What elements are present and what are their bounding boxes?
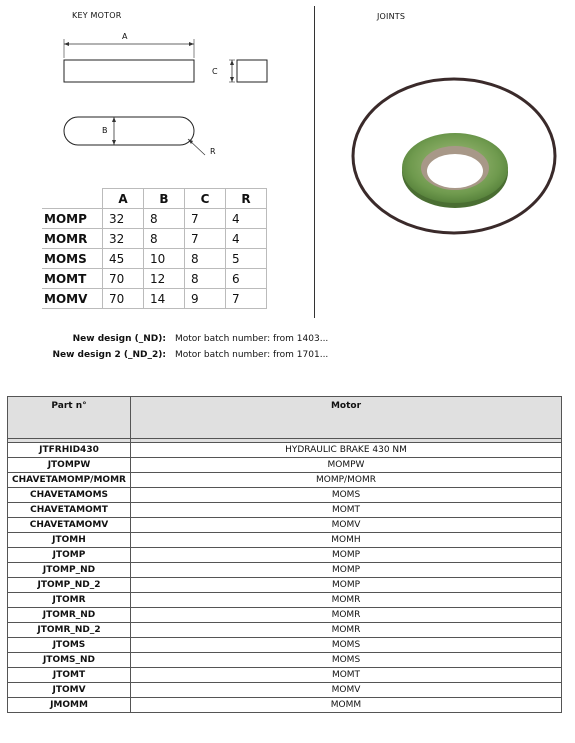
motor-cell: MOMT: [131, 503, 562, 518]
dim-c-label: C: [212, 67, 218, 76]
table-row: [8, 548, 562, 563]
part-number-cell: CHAVETAMOMP/MOMR: [8, 473, 131, 488]
row-header: MOMS: [42, 249, 103, 269]
dim-b-label: B: [102, 126, 108, 135]
motor-cell: MOMS: [131, 488, 562, 503]
section-divider: [314, 6, 315, 318]
col-header-r: R: [226, 189, 267, 209]
part-number-cell: CHAVETAMOMV: [8, 518, 131, 533]
cell: 8: [144, 209, 185, 229]
cell: 12: [144, 269, 185, 289]
design-note-text: Motor batch number: from 1701...: [175, 350, 329, 360]
part-number-cell: JTOMR_ND: [8, 608, 131, 623]
cell: 45: [103, 249, 144, 269]
dim-a-label: A: [122, 32, 128, 41]
part-number-cell: CHAVETAMOMT: [8, 503, 131, 518]
parts-table-header: [8, 397, 562, 439]
table-row: [8, 443, 562, 458]
cell: 7: [226, 289, 267, 309]
cell: 10: [144, 249, 185, 269]
cell: 8: [144, 229, 185, 249]
col-header-part-number: Part n°: [8, 397, 131, 439]
part-number-cell: JTOMS_ND: [8, 653, 131, 668]
table-row: [8, 593, 562, 608]
motor-cell: MOMR: [131, 608, 562, 623]
motor-cell: MOMS: [131, 638, 562, 653]
col-header-b: B: [144, 189, 185, 209]
table-row: [8, 458, 562, 473]
table-row: [8, 533, 562, 548]
cell: 4: [226, 209, 267, 229]
table-row: [8, 488, 562, 503]
motor-cell: MOMS: [131, 653, 562, 668]
motor-cell: MOMM: [131, 698, 562, 713]
parts-table: [7, 396, 562, 713]
table-row: [42, 209, 267, 229]
motor-cell: MOMR: [131, 593, 562, 608]
cell: 7: [185, 209, 226, 229]
row-header: MOMT: [42, 269, 103, 289]
motor-cell: MOMP: [131, 548, 562, 563]
table-row: [8, 638, 562, 653]
col-header-a: A: [103, 189, 144, 209]
table-row: [8, 698, 562, 713]
motor-cell: MOMP: [131, 563, 562, 578]
table-row: [42, 269, 267, 289]
motor-cell: HYDRAULIC BRAKE 430 NM: [131, 443, 562, 458]
table-row: [8, 668, 562, 683]
dim-r-label: R: [210, 147, 216, 156]
design-note-label: New design 2 (_ND_2):: [52, 350, 166, 360]
table-row: [8, 623, 562, 638]
part-number-cell: JTOMP: [8, 548, 131, 563]
part-number-cell: JTOMP_ND_2: [8, 578, 131, 593]
col-header-c: C: [185, 189, 226, 209]
table-row: [8, 518, 562, 533]
table-row: [42, 229, 267, 249]
key-drawing: [55, 28, 285, 168]
motor-cell: MOMT: [131, 668, 562, 683]
motor-cell: MOMR: [131, 623, 562, 638]
cell: 8: [185, 269, 226, 289]
cell: 4: [226, 229, 267, 249]
motor-cell: MOMP/MOMR: [131, 473, 562, 488]
dimension-table-header: [42, 189, 267, 209]
row-header: MOMR: [42, 229, 103, 249]
cell: 8: [185, 249, 226, 269]
table-row: [8, 578, 562, 593]
cell: 70: [103, 269, 144, 289]
cell: 70: [103, 289, 144, 309]
dimension-table: [42, 188, 267, 309]
part-number-cell: JTOMT: [8, 668, 131, 683]
part-number-cell: JTOMR: [8, 593, 131, 608]
col-header-motor: Motor: [131, 397, 562, 439]
design-note-label: New design (_ND):: [72, 334, 166, 344]
table-row: [8, 503, 562, 518]
design-note-text: Motor batch number: from 1403...: [175, 334, 329, 344]
motor-cell: MOMH: [131, 533, 562, 548]
part-number-cell: JTOMH: [8, 533, 131, 548]
motor-cell: MOMP: [131, 578, 562, 593]
cell: 32: [103, 229, 144, 249]
table-row: [42, 289, 267, 309]
part-number-cell: JTOMP_ND: [8, 563, 131, 578]
part-number-cell: JTOMR_ND_2: [8, 623, 131, 638]
part-number-cell: JTFRHID430: [8, 443, 131, 458]
table-corner: [42, 189, 103, 209]
table-row: [8, 563, 562, 578]
cell: 7: [185, 229, 226, 249]
joints-image: [348, 72, 562, 242]
motor-cell: MOMPW: [131, 458, 562, 473]
key-motor-title: KEY MOTOR: [72, 11, 122, 20]
cell: 5: [226, 249, 267, 269]
cell: 32: [103, 209, 144, 229]
table-row: [8, 473, 562, 488]
row-header: MOMV: [42, 289, 103, 309]
cell: 14: [144, 289, 185, 309]
table-row: [8, 653, 562, 668]
part-number-cell: JMOMM: [8, 698, 131, 713]
part-number-cell: JTOMPW: [8, 458, 131, 473]
part-number-cell: JTOMV: [8, 683, 131, 698]
table-row: [8, 608, 562, 623]
cell: 9: [185, 289, 226, 309]
row-header: MOMP: [42, 209, 103, 229]
part-number-cell: CHAVETAMOMS: [8, 488, 131, 503]
table-row: [8, 683, 562, 698]
motor-cell: MOMV: [131, 518, 562, 533]
motor-cell: MOMV: [131, 683, 562, 698]
joints-title: JOINTS: [377, 12, 406, 21]
part-number-cell: JTOMS: [8, 638, 131, 653]
table-row: [42, 249, 267, 269]
cell: 6: [226, 269, 267, 289]
